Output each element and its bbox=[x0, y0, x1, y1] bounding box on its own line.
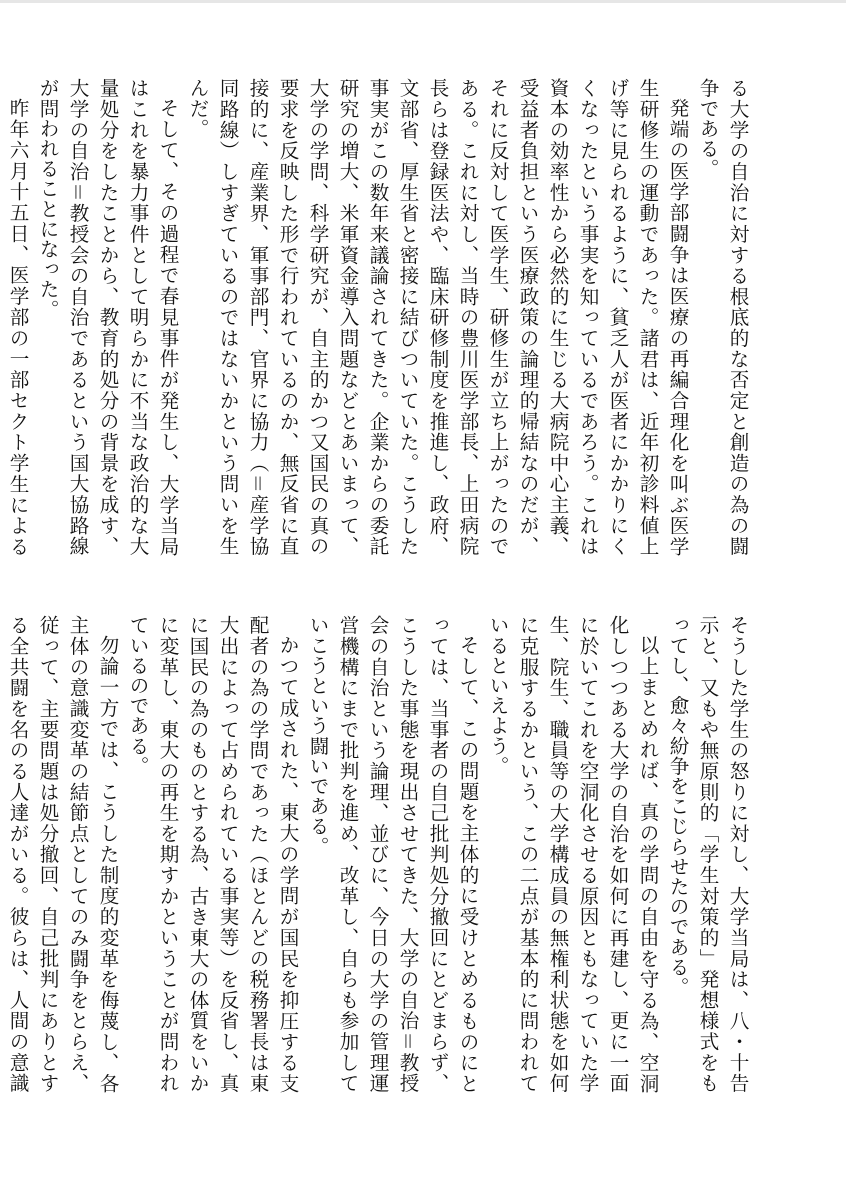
paragraph: 発端の医学部闘争は医療の再編合理化を叫ぶ医学生研修生の運動であった。諸君は、近年初診料値上げ等に見られるように、貧乏人が医者にかかりにくくなったという事実を知っているであろう。これは資本の効率性から必然的に生じる大病院中心主義、受益者負担という医療政策の論理的帰結なのだが、それに反対して医学生、研修生が立ち上がったのである。これに対し、当時の豊川医学部長、上田病院長らは登録医法や、臨床研修制度を推進し、政府、文部省、厚生省と密接に結びついていた。こうした事実がこの数年来議論されてきた。企業からの委託研究の増大、米軍資金導入問題などとあいまって、大学の学問、科学研究が、自主的かつ又国民の真の要求を反映した形で行われているのか、無反省に直接的に、産業界、軍事部門、官界に協力（＝産学協同路線）しすぎているのではないかという問いを生んだ。 bbox=[186, 78, 689, 556]
paragraph: そして、その過程で春見事件が発生し、大学当局はこれを暴力事件として明らかに不当な政治的な大量処分をしたことから、教育的処分の背景を成す、大学の自治＝教授会の自治であるという国大協路線が問われることになった。 bbox=[36, 78, 179, 556]
paragraph: 以上まとめれば、真の学問の自由を守る為、空洞化しつつある大学の自治を如何に再建し、更に一面に於いてこれを空洞化させる原因ともなっていた学生、院生、職員等の大学構成員の無権利状態を如何に克服するかという、この二点が基本的に問われているといえよう。 bbox=[486, 615, 659, 1093]
paragraph: かつて成された、東大の学問が国民を抑圧する支配者の為の学問であった（ほとんどの税務署長は東大出によって占められている事実等）を反省し、真に国民の為のものとする為、古き東大の体質をいかに変革し、東大の再生を期すかということが問われているのである。 bbox=[126, 615, 299, 1093]
text-block-lower bbox=[6, 615, 752, 1093]
text-block-upper bbox=[6, 78, 752, 556]
paragraph: 昨年六月十五日、医学部の一部セクト学生による bbox=[6, 97, 29, 556]
paragraph: 勿論一方では、こうした制度的変革を侮蔑し、各主体の意識変革の結節点としてのみ闘争をとらえ、従って、主要問題は処分撤回、自己批判にありとする全共闘を名のる人達がいる。彼らは、人間の意識 bbox=[6, 615, 119, 1093]
paragraph: る大学の自治に対する根底的な否定と創造の為の闘争である。 bbox=[696, 78, 749, 556]
page-top-edge bbox=[0, 0, 846, 3]
paragraph: そして、この問題を主体的に受けとめるものにとっては、当事者の自己批判処分撤回にとどまらず、こうした事態を現出させてきた、大学の自治＝教授会の自治という論理、並びに、今日の大学の管理運営機構にまで批判を進め、改革し、自らも参加していこうという闘いである。 bbox=[306, 615, 479, 1093]
paragraph: そうした学生の怒りに対し、大学当局は、八・十告示と、又もや無原則的「学生対策的」発想様式をもってし、愈々紛争をこじらせたのである。 bbox=[666, 615, 749, 1093]
